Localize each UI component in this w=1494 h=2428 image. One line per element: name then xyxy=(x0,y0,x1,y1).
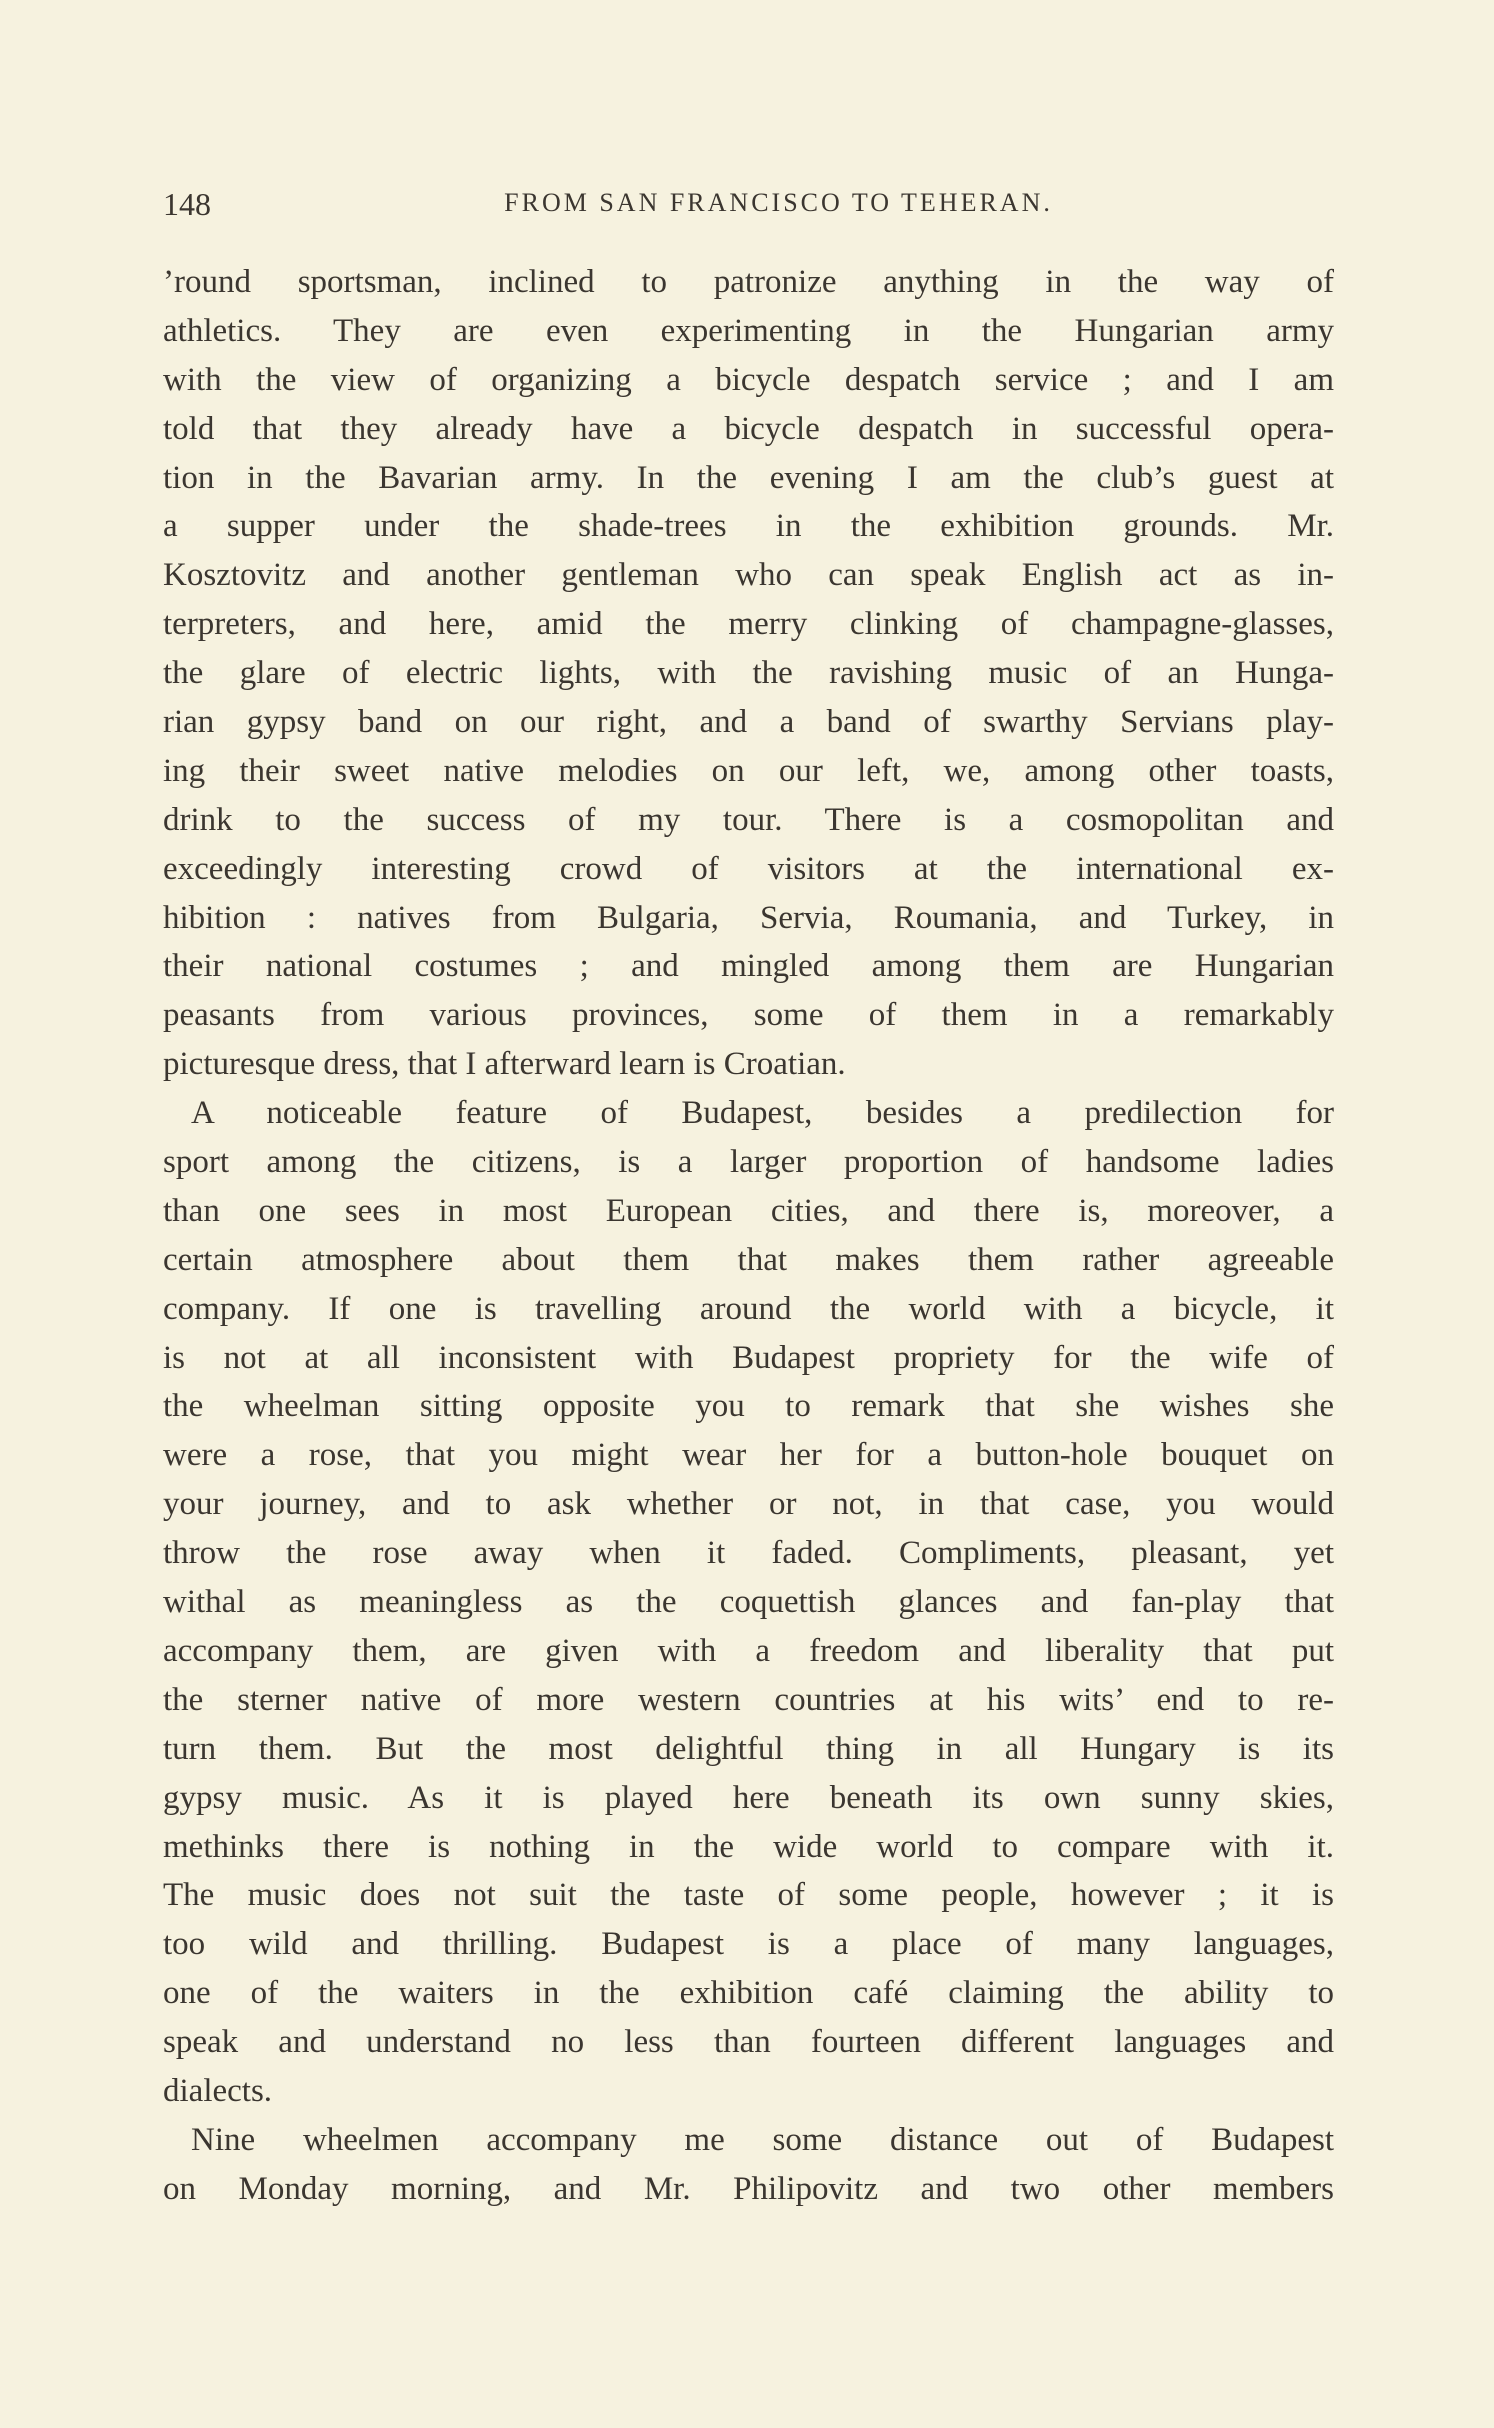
text-line: too wild and thrilling. Budapest is a place of many languages, xyxy=(163,1926,1334,1963)
text-line: accompany them, are given with a freedom and liberality that put xyxy=(163,1632,1334,1669)
text-line: the wheelman sitting opposite you to remark that she wishes she xyxy=(163,1388,1334,1425)
text-line: on Monday morning, and Mr. Philipovitz and two other members xyxy=(163,2170,1334,2207)
text-line: peasants from various provinces, some of them in a remarkably xyxy=(163,997,1334,1034)
text-line: gypsy music. As it is played here beneath its own sunny skies, xyxy=(163,1779,1334,1816)
text-line: withal as meaningless as the coquettish glances and fan-play that xyxy=(163,1584,1334,1621)
text-line: rian gypsy band on our right, and a band of swarthy Servians play- xyxy=(163,704,1334,741)
text-line: with the view of organizing a bicycle despatch service ; and I am xyxy=(163,361,1334,398)
text-line: told that they already have a bicycle despatch in successful opera- xyxy=(163,410,1334,447)
body-text xyxy=(163,258,1334,2214)
text-line: were a rose, that you might wear her for a button-hole bouquet on xyxy=(163,1437,1334,1474)
text-line: Kosztovitz and another gentleman who can speak English act as in- xyxy=(163,557,1334,594)
text-line: a supper under the shade-trees in the exhibition grounds. Mr. xyxy=(163,508,1334,545)
text-line: their national costumes ; and mingled among them are Hungarian xyxy=(163,948,1334,985)
text-line: than one sees in most European cities, and there is, moreover, a xyxy=(163,1192,1334,1229)
text-line: drink to the success of my tour. There is a cosmopolitan and xyxy=(163,801,1334,838)
text-line: your journey, and to ask whether or not, in that case, you would xyxy=(163,1486,1334,1523)
text-line: sport among the citizens, is a larger proportion of handsome ladies xyxy=(163,1144,1334,1181)
text-line: exceedingly interesting crowd of visitors at the international ex- xyxy=(163,850,1334,887)
text-line: turn them. But the most delightful thing in all Hungary is its xyxy=(163,1730,1334,1767)
text-line: hibition : natives from Bulgaria, Servia, Roumania, and Turkey, in xyxy=(163,899,1334,936)
page-header xyxy=(163,186,1334,230)
text-line: throw the rose away when it faded. Compliments, pleasant, yet xyxy=(163,1535,1334,1572)
text-line: methinks there is nothing in the wide world to compare with it. xyxy=(163,1828,1334,1865)
text-line: the sterner native of more western countries at his wits’ end to re- xyxy=(163,1681,1334,1718)
text-line: one of the waiters in the exhibition café claiming the ability to xyxy=(163,1975,1334,2012)
text-line: the glare of electric lights, with the ravishing music of an Hunga- xyxy=(163,655,1334,692)
text-line: ’round sportsman, inclined to patronize anything in the way of xyxy=(163,264,1334,300)
text-line: is not at all inconsistent with Budapest propriety for the wife of xyxy=(163,1339,1334,1376)
text-line: ing their sweet native melodies on our left, we, among other toasts, xyxy=(163,752,1334,789)
text-line: company. If one is travelling around the world with a bicycle, it xyxy=(163,1290,1334,1327)
text-line: terpreters, and here, amid the merry clinking of champagne-glasses, xyxy=(163,606,1334,643)
text-line: certain atmosphere about them that makes them rather agreeable xyxy=(163,1241,1334,1278)
text-line: tion in the Bavarian army. In the evening I am the club’s guest at xyxy=(163,459,1334,496)
text-line: athletics. They are even experimenting in the Hungarian army xyxy=(163,312,1334,349)
paragraph-start-line: Nine wheelmen accompany me some distance out of Budapest xyxy=(191,2121,1334,2158)
paragraph-start-line: A noticeable feature of Budapest, besides a predilection for xyxy=(191,1095,1334,1132)
running-title: FROM SAN FRANCISCO TO TEHERAN. xyxy=(504,188,1053,217)
text-line: The music does not suit the taste of some people, however ; it is xyxy=(163,1877,1334,1914)
text-line: picturesque dress, that I afterward learn is Croatian. xyxy=(163,1046,846,1083)
text-line: dialects. xyxy=(163,2072,273,2109)
text-line: speak and understand no less than fourteen different languages and xyxy=(163,2024,1334,2061)
page-number: 148 xyxy=(163,186,211,222)
